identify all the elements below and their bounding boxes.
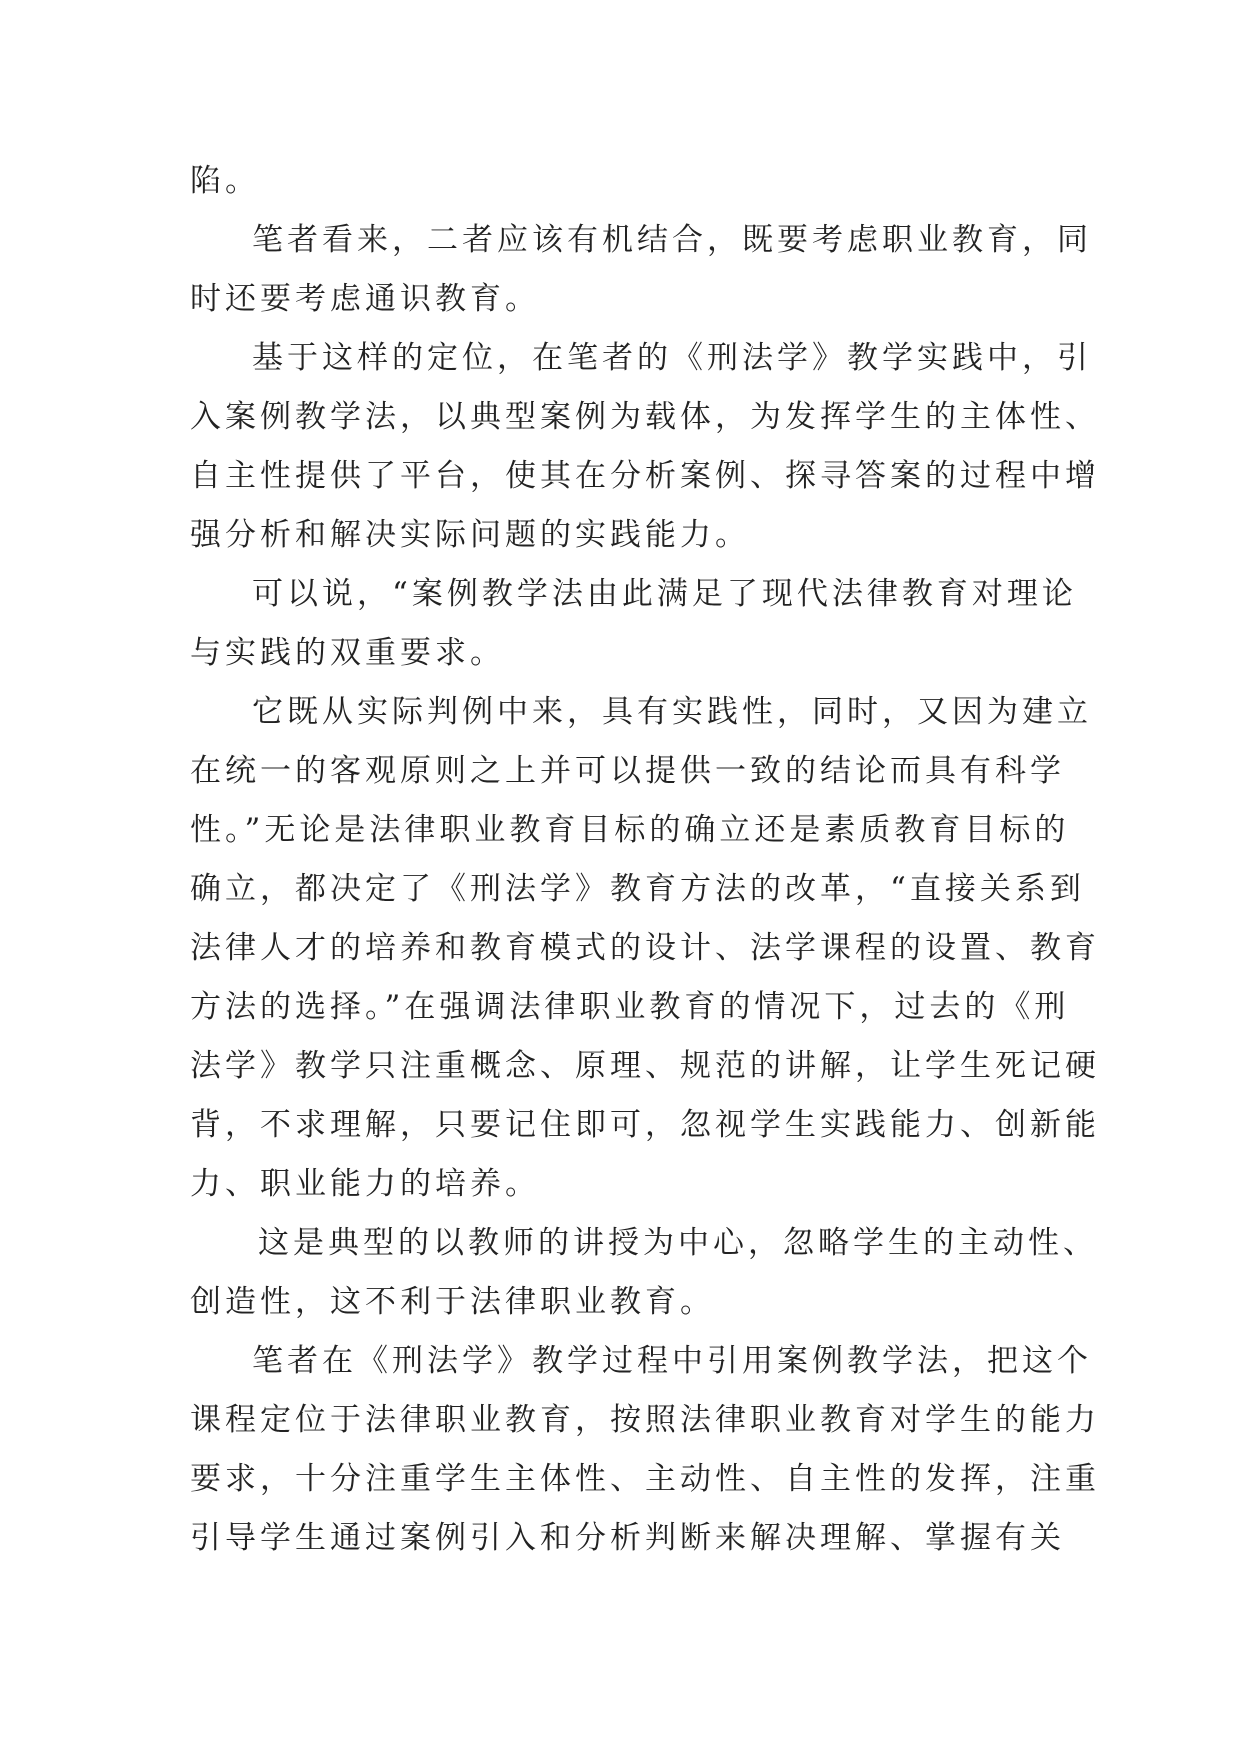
text-line: 引导学生通过案例引入和分析判断来解决理解、掌握有关: [190, 1520, 1065, 1556]
text-line: 入案例教学法，以典型案例为载体，为发挥学生的主体性、: [190, 399, 1100, 435]
paragraph-start-line: 笔者在《刑法学》教学过程中引用案例教学法，把这个: [252, 1343, 1092, 1379]
text-line: 创造性，这不利于法律职业教育。: [190, 1284, 715, 1320]
paragraph-start-line: 笔者看来，二者应该有机结合，既要考虑职业教育，同: [252, 222, 1092, 258]
text-line: 性。”无论是法律职业教育目标的确立还是素质教育目标的: [190, 812, 1070, 848]
text-line: 自主性提供了平台，使其在分析案例、探寻答案的过程中增: [190, 458, 1100, 494]
text-line: 在统一的客观原则之上并可以提供一致的结论而具有科学: [190, 753, 1065, 789]
text-line: 法学》教学只注重概念、原理、规范的讲解，让学生死记硬: [190, 1048, 1100, 1084]
paragraph-start-line: 可以说，“案例教学法由此满足了现代法律教育对理论: [252, 576, 1077, 612]
text-line: 陷。: [190, 163, 260, 199]
text-line: 强分析和解决实际问题的实践能力。: [190, 517, 750, 553]
text-line: 背，不求理解，只要记住即可，忽视学生实践能力、创新能: [190, 1107, 1100, 1143]
paragraph-start-line: 它既从实际判例中来，具有实践性，同时，又因为建立: [252, 694, 1092, 730]
text-line: 时还要考虑通识教育。: [190, 281, 540, 317]
text-line: 要求，十分注重学生主体性、主动性、自主性的发挥，注重: [190, 1461, 1100, 1497]
text-line: 方法的选择。”在强调法律职业教育的情况下，过去的《刑: [190, 989, 1070, 1025]
body-text: [190, 152, 1100, 1568]
paragraph-start-line: 这是典型的以教师的讲授为中心，忽略学生的主动性、: [258, 1225, 1098, 1261]
text-line: 力、职业能力的培养。: [190, 1166, 540, 1202]
text-line: 课程定位于法律职业教育，按照法律职业教育对学生的能力: [190, 1402, 1100, 1438]
text-line: 法律人才的培养和教育模式的设计、法学课程的设置、教育: [190, 930, 1100, 966]
text-line: 与实践的双重要求。: [190, 635, 505, 671]
text-line: 确立，都决定了《刑法学》教育方法的改革，“直接关系到: [190, 871, 1085, 907]
paragraph-start-line: 基于这样的定位，在笔者的《刑法学》教学实践中，引: [252, 340, 1092, 376]
